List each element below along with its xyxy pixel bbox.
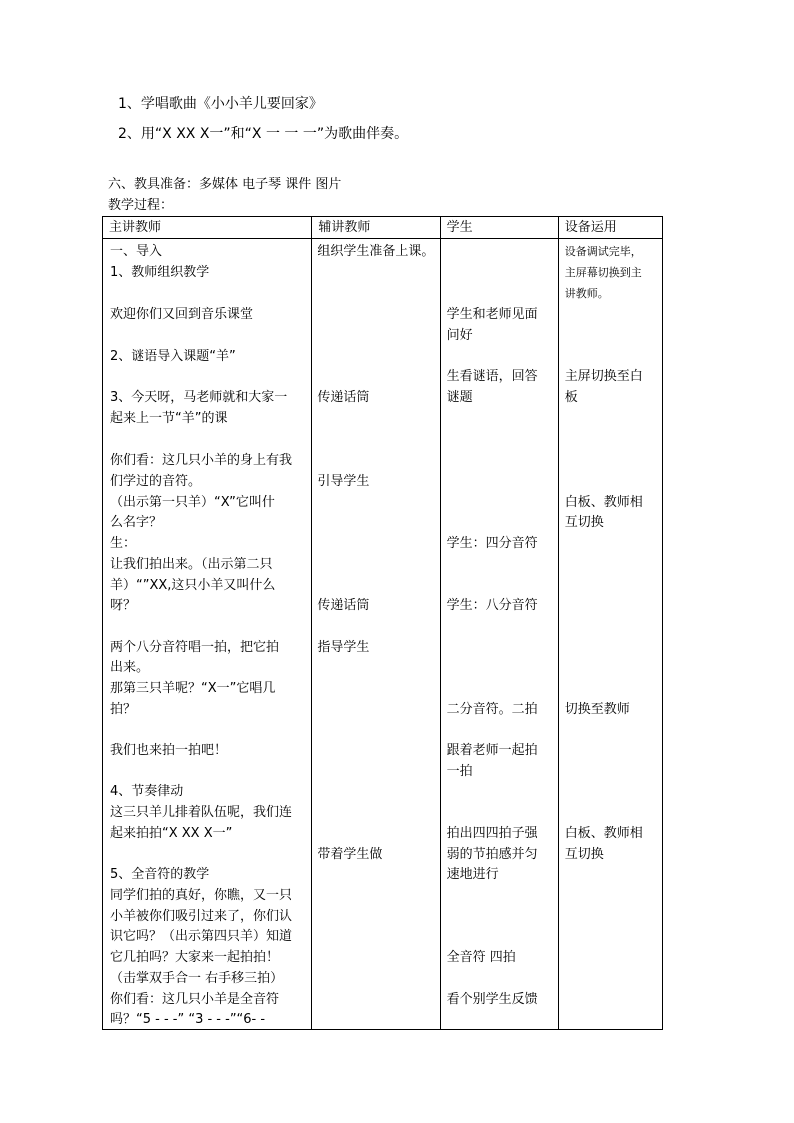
objective-line-2: 2、用“X XX X一”和“X 一 一 一”为歌曲伴奏。 bbox=[118, 126, 409, 142]
students-line: 生看谜语，回答 bbox=[446, 369, 538, 384]
main-teacher-line: 欢迎你们又回到音乐课堂 bbox=[110, 307, 254, 322]
students-line: 一拍 bbox=[446, 764, 473, 779]
main-teacher-line: 识它吗？（出示第四只羊）知道 bbox=[110, 929, 293, 944]
students-line: 学生：四分音符 bbox=[446, 536, 538, 551]
students-line: 弱的节拍感并匀 bbox=[446, 847, 538, 862]
main-teacher-line: （击掌双手合一 右手移三拍） bbox=[110, 971, 284, 986]
main-teacher-line: 小羊被你们吸引过来了，你们认 bbox=[110, 909, 293, 924]
students-line: 问好 bbox=[446, 328, 473, 343]
main-teacher-line: 生： bbox=[110, 536, 137, 551]
main-teacher-line: 起来拍拍“X XX X一” bbox=[110, 826, 233, 841]
main-teacher-line: 2、谜语导入课题“羊” bbox=[110, 349, 236, 364]
main-teacher-line: 1、教师组织教学 bbox=[110, 265, 210, 280]
assistant-teacher-line: 引导学生 bbox=[317, 474, 370, 489]
main-teacher-line: 么名字？ bbox=[110, 515, 163, 530]
assistant-teacher-cell bbox=[312, 239, 440, 1030]
table-header-row bbox=[103, 217, 663, 239]
equipment-line: 切换至教师 bbox=[564, 702, 630, 717]
main-teacher-line: 你们看：这几只小羊的身上有我 bbox=[110, 453, 293, 468]
main-teacher-line: 起来上一节“羊”的课 bbox=[110, 411, 228, 426]
students-cell bbox=[440, 239, 558, 1030]
process-title: 教学过程： bbox=[108, 198, 174, 213]
main-teacher-line: 4、节奏律动 bbox=[110, 784, 184, 799]
students-line: 学生：八分音符 bbox=[446, 598, 538, 613]
equipment-line: 白板、教师相 bbox=[564, 826, 643, 841]
equipment-cell bbox=[558, 239, 662, 1030]
main-teacher-line: 3、今天呀，马老师就和大家一 bbox=[110, 390, 288, 405]
main-teacher-line: 5、全音符的教学 bbox=[110, 867, 210, 882]
header-students: 学生 bbox=[440, 217, 558, 239]
equipment-line: 主屏幕切换到主 bbox=[564, 266, 642, 279]
main-teacher-line: 吗？“5 - - -” “3 - - -”“6- - bbox=[110, 1012, 266, 1027]
main-teacher-line: 一、导入 bbox=[110, 244, 163, 259]
main-teacher-line: 两个八分音符唱一拍，把它拍 bbox=[110, 640, 280, 655]
students-line: 谜题 bbox=[446, 390, 473, 405]
equipment-line: 设备调试完毕， bbox=[564, 245, 642, 258]
assistant-teacher-line: 传递话筒 bbox=[317, 598, 370, 613]
main-teacher-line: 它几拍吗？大家来一起拍拍！ bbox=[110, 950, 280, 965]
main-teacher-line: 你们看：这几只小羊是全音符 bbox=[110, 992, 280, 1007]
equipment-line: 板 bbox=[564, 390, 578, 405]
main-teacher-line: 拍？ bbox=[110, 702, 137, 717]
students-line: 速地进行 bbox=[446, 867, 499, 882]
students-line: 看个别学生反馈 bbox=[446, 992, 538, 1007]
main-teacher-line: 那第三只羊呢？“X一”它唱几 bbox=[110, 681, 276, 696]
table-row bbox=[103, 239, 663, 1030]
students-line: 拍出四四拍子强 bbox=[446, 826, 538, 841]
main-teacher-line: 呀？ bbox=[110, 598, 137, 613]
lesson-plan-table bbox=[102, 216, 663, 1030]
main-teacher-line: 同学们拍的真好，你瞧，又一只 bbox=[110, 888, 293, 903]
teaching-aids-line: 六、教具准备：多媒体 电子琴 课件 图片 bbox=[108, 177, 342, 192]
students-line: 跟着老师一起拍 bbox=[446, 743, 538, 758]
assistant-teacher-line: 传递话筒 bbox=[317, 390, 370, 405]
assistant-teacher-line: 指导学生 bbox=[317, 640, 370, 655]
equipment-line: 讲教师。 bbox=[564, 287, 609, 300]
main-teacher-line: 这三只羊儿排着队伍呢，我们连 bbox=[110, 805, 293, 820]
equipment-line: 白板、教师相 bbox=[564, 495, 643, 510]
students-line: 二分音符。二拍 bbox=[446, 702, 538, 717]
header-assistant-teacher: 辅讲教师 bbox=[312, 217, 440, 239]
equipment-line: 互切换 bbox=[564, 515, 604, 530]
main-teacher-line: 出来。 bbox=[110, 660, 150, 675]
header-equipment: 设备运用 bbox=[558, 217, 662, 239]
equipment-line: 互切换 bbox=[564, 847, 604, 862]
main-teacher-cell bbox=[103, 239, 312, 1030]
students-line: 学生和老师见面 bbox=[446, 307, 538, 322]
equipment-line: 主屏切换至白 bbox=[564, 369, 643, 384]
main-teacher-line: 我们也来拍一拍吧！ bbox=[110, 743, 228, 758]
main-teacher-line: （出示第一只羊）“X”它叫什 bbox=[110, 495, 275, 510]
main-teacher-line: 羊）“”XX,这只小羊又叫什么 bbox=[110, 578, 276, 593]
students-line: 全音符 四拍 bbox=[446, 950, 516, 965]
assistant-teacher-line: 组织学生准备上课。 bbox=[317, 244, 435, 259]
header-main-teacher: 主讲教师 bbox=[103, 217, 312, 239]
assistant-teacher-line: 带着学生做 bbox=[317, 847, 383, 862]
main-teacher-line: 让我们拍出来。（出示第二只 bbox=[110, 557, 273, 572]
main-teacher-line: 们学过的音符。 bbox=[110, 474, 202, 489]
objective-line-1: 1、学唱歌曲《小小羊儿要回家》 bbox=[118, 96, 323, 112]
